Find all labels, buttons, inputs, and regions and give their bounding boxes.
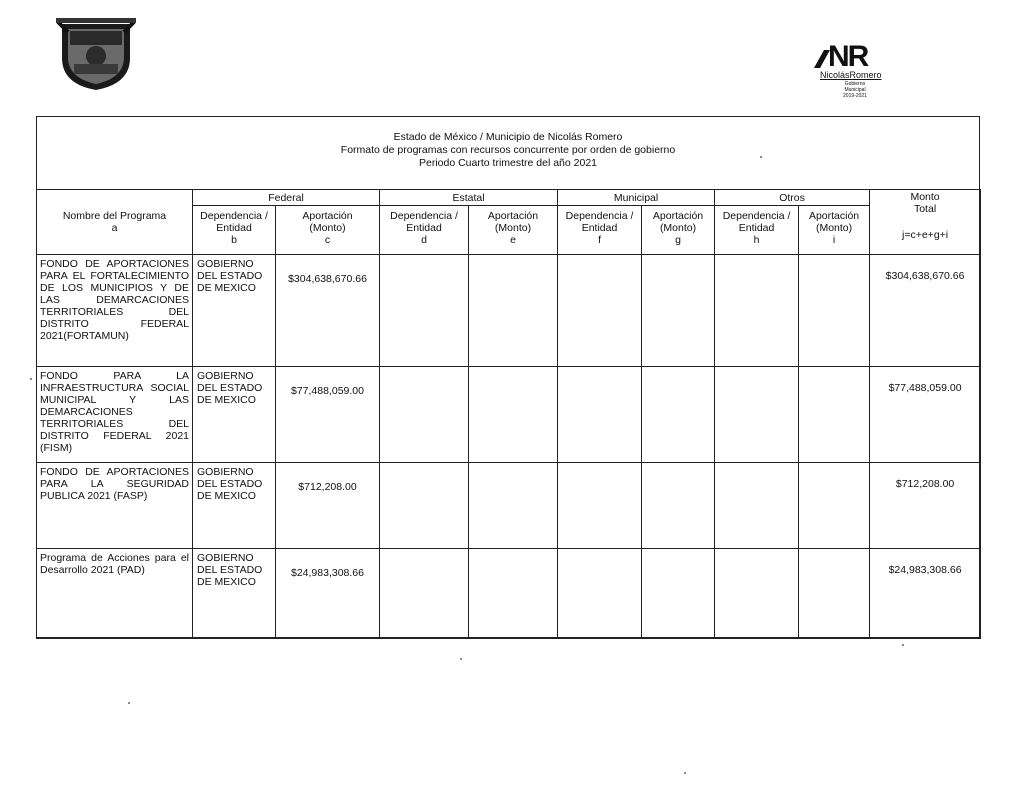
col-letter: e xyxy=(510,234,516,246)
col-letter: f xyxy=(598,234,601,246)
program-name: Programa de Acciones para el Desarrollo 2021 (PAD) xyxy=(37,549,193,639)
col-letter: c xyxy=(324,234,331,246)
col-estatal-dep xyxy=(380,206,469,255)
federal-dependency: GOBIERNO DEL ESTADO DE MEXICO xyxy=(193,255,276,367)
state-seal-icon xyxy=(56,18,136,92)
total-amount: $24,983,308.66 xyxy=(870,549,981,639)
table-row xyxy=(37,549,981,639)
empty-cell xyxy=(469,367,558,463)
table-row xyxy=(37,463,981,549)
logo-subtitle xyxy=(834,81,876,99)
municipal-logo xyxy=(812,40,898,99)
total-amount: $712,208.00 xyxy=(870,463,981,549)
col-total xyxy=(870,190,981,255)
empty-cell xyxy=(558,367,642,463)
empty-cell xyxy=(642,463,715,549)
col-otros-dep xyxy=(715,206,799,255)
empty-cell xyxy=(558,255,642,367)
empty-cell xyxy=(380,255,469,367)
empty-cell xyxy=(715,463,799,549)
empty-cell xyxy=(799,463,870,549)
col-municipal-dep xyxy=(558,206,642,255)
col-otros-apo xyxy=(799,206,870,255)
col-program-name-label: Nombre del Programa xyxy=(62,210,167,222)
empty-cell xyxy=(558,549,642,639)
logo-subtitle-line1: Gobierno Municipal xyxy=(844,81,866,93)
report-header xyxy=(37,131,979,170)
col-letter: b xyxy=(231,234,237,246)
program-name: FONDO DE APORTACIONES PARA EL FORTALECIMIENTO DE LOS MUNICIPIOS Y DE LAS DEMARCACIONES TERRITORIALES DEL DISTRITO FEDERAL 2021(FORTAMUN) xyxy=(37,255,193,367)
col-estatal-apo xyxy=(469,206,558,255)
total-amount: $304,638,670.66 xyxy=(870,255,981,367)
col-label: Dependencia / Entidad xyxy=(200,210,268,234)
col-label: Dependencia / Entidad xyxy=(565,210,634,234)
header-line-2: Formato de programas con recursos concurrente por orden de gobierno xyxy=(340,144,676,156)
col-label: Dependencia / Entidad xyxy=(390,210,458,234)
col-label: Dependencia / Entidad xyxy=(722,210,791,234)
logo-mark: NR xyxy=(828,40,868,73)
empty-cell xyxy=(380,463,469,549)
col-label: Aportación (Monto) xyxy=(302,210,353,234)
col-municipal-apo xyxy=(642,206,715,255)
col-letter: g xyxy=(675,234,681,246)
empty-cell xyxy=(469,463,558,549)
table-header-row-1 xyxy=(37,190,981,206)
federal-amount: $24,983,308.66 xyxy=(276,549,380,639)
scan-speck xyxy=(30,378,32,380)
federal-amount: $712,208.00 xyxy=(276,463,380,549)
group-federal: Federal xyxy=(193,190,380,206)
empty-cell xyxy=(715,549,799,639)
empty-cell xyxy=(642,367,715,463)
empty-cell xyxy=(380,549,469,639)
col-label: Aportación (Monto) xyxy=(652,210,704,234)
scan-speck xyxy=(760,156,762,158)
col-program-name-letter: a xyxy=(111,222,118,234)
program-name: FONDO DE APORTACIONES PARA LA SEGURIDAD PUBLICA 2021 (FASP) xyxy=(37,463,193,549)
federal-amount: $77,488,059.00 xyxy=(276,367,380,463)
empty-cell xyxy=(715,367,799,463)
federal-dependency: GOBIERNO DEL ESTADO DE MEXICO xyxy=(193,549,276,639)
header-line-3: Periodo Cuarto trimestre del año 2021 xyxy=(418,157,598,169)
logo-name: NicolásRomero xyxy=(820,70,882,80)
scan-speck xyxy=(460,658,462,660)
table-row xyxy=(37,367,981,463)
empty-cell xyxy=(469,549,558,639)
empty-cell xyxy=(799,367,870,463)
group-estatal: Estatal xyxy=(380,190,558,206)
program-name: FONDO PARA LA INFRAESTRUCTURA SOCIAL MUNICIPAL Y LAS DEMARCACIONES TERRITORIALES DEL DISTRITO FEDERAL 2021 (FISM) xyxy=(37,367,193,463)
empty-cell xyxy=(642,549,715,639)
empty-cell xyxy=(380,367,469,463)
empty-cell xyxy=(558,463,642,549)
total-amount: $77,488,059.00 xyxy=(870,367,981,463)
col-federal-apo xyxy=(276,206,380,255)
federal-dependency: GOBIERNO DEL ESTADO DE MEXICO xyxy=(193,367,276,463)
federal-dependency: GOBIERNO DEL ESTADO DE MEXICO xyxy=(193,463,276,549)
empty-cell xyxy=(799,549,870,639)
scan-speck xyxy=(684,772,686,774)
empty-cell xyxy=(799,255,870,367)
col-total-label: Monto Total xyxy=(910,191,940,215)
col-label: Aportación (Monto) xyxy=(808,210,860,234)
col-letter: d xyxy=(421,234,427,246)
col-program-name xyxy=(37,190,193,255)
empty-cell xyxy=(469,255,558,367)
federal-amount: $304,638,670.66 xyxy=(276,255,380,367)
logo-subtitle-line2: 2019-2021 xyxy=(843,93,867,99)
col-letter: i xyxy=(832,234,836,246)
group-municipal: Municipal xyxy=(558,190,715,206)
group-otros: Otros xyxy=(715,190,870,206)
col-total-formula: j=c+e+g+i xyxy=(902,229,949,241)
col-label: Aportación (Monto) xyxy=(487,210,539,234)
scan-speck xyxy=(902,644,904,646)
empty-cell xyxy=(642,255,715,367)
col-federal-dep xyxy=(193,206,276,255)
col-letter: h xyxy=(753,234,760,246)
empty-cell xyxy=(715,255,799,367)
programs-table xyxy=(36,189,981,639)
header-line-1: Estado de México / Municipio de Nicolás Romero xyxy=(393,131,623,143)
table-row xyxy=(37,255,981,367)
scan-speck xyxy=(128,702,130,704)
